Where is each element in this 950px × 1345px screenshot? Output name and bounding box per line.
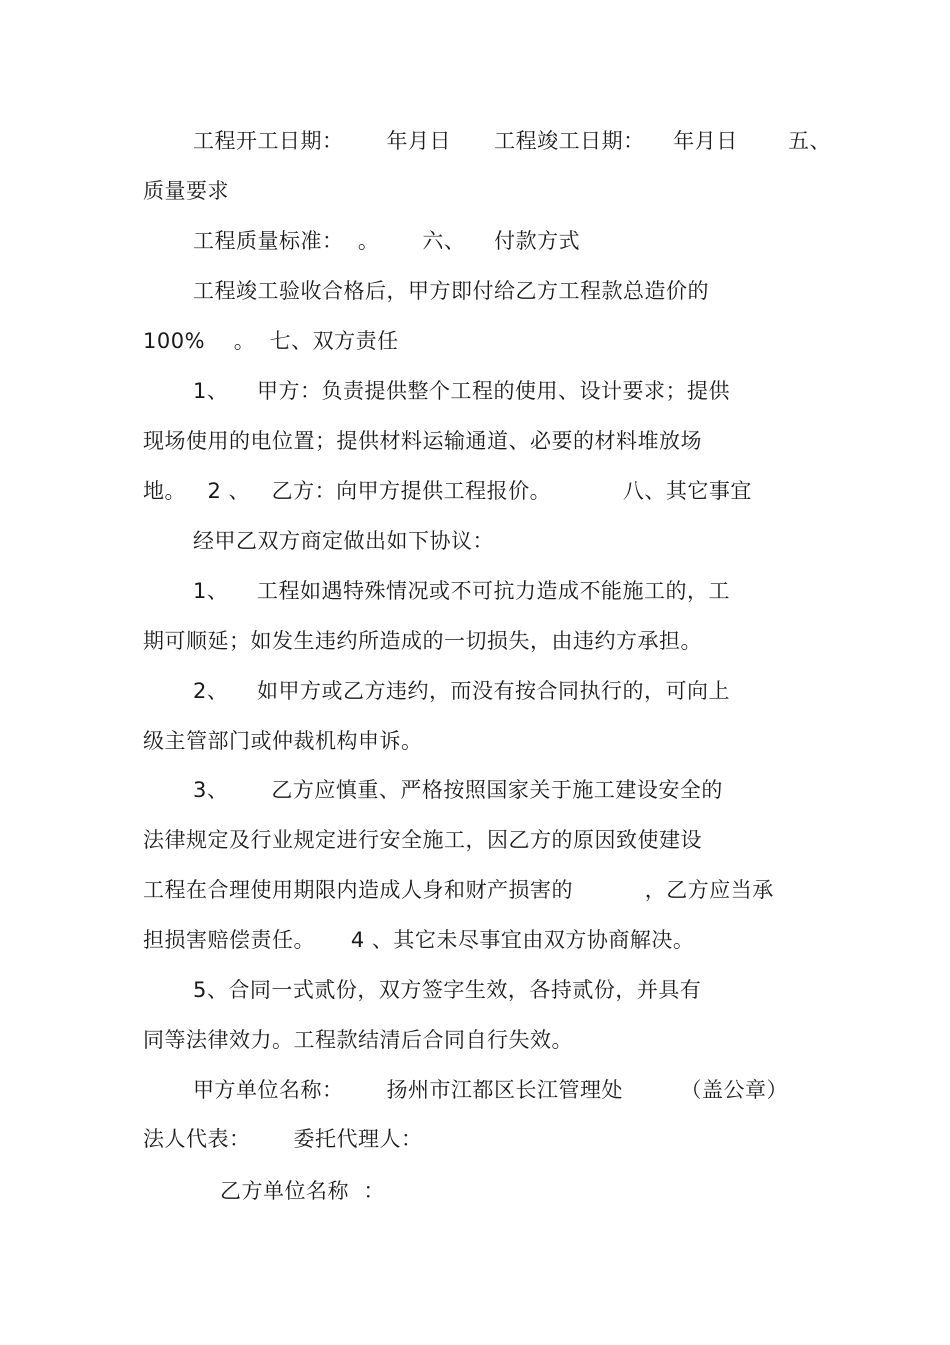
text-line: 担损害赔偿责任。 4 、其它未尽事宜由双方协商解决。 <box>143 928 695 952</box>
text-line: 期可顺延；如发生违约所造成的一切损失，由违约方承担。 <box>143 629 702 653</box>
text-line: 法律规定及行业规定进行安全施工，因乙方的原因致使建设 <box>143 828 702 852</box>
text-line: 3、 乙方应慎重、严格按照国家关于施工建设安全的 <box>193 778 723 802</box>
text-line: 5、合同一式贰份，双方签字生效，各持贰份，并具有 <box>193 978 702 1002</box>
text-line: 2、 如甲方或乙方违约，而没有按合同执行的，可向上 <box>193 679 731 703</box>
text-line: 工程质量标准： 。 六、 付款方式 <box>193 229 581 253</box>
text-line: 1、 甲方：负责提供整个工程的使用、设计要求；提供 <box>193 379 731 403</box>
text-line: 经甲乙双方商定做出如下协议： <box>193 529 494 553</box>
text-line: 同等法律效力。工程款结清后合同自行失效。 <box>143 1028 573 1052</box>
text-line: 工程在合理使用期限内造成人身和财产损害的 ，乙方应当承 <box>143 878 774 902</box>
text-line: 现场使用的电位置；提供材料运输通道、必要的材料堆放场 <box>143 429 702 453</box>
text-line: 法人代表： 委托代理人： <box>143 1127 423 1151</box>
text-line: 质量要求 <box>143 179 229 203</box>
text-line: 甲方单位名称： 扬州市江都区长江管理处 （盖公章） <box>193 1078 788 1102</box>
text-line: 级主管部门或仲裁机构申诉。 <box>143 729 423 753</box>
text-line: 工程开工日期： 年月日 工程竣工日期： 年月日 五、 <box>193 129 832 153</box>
text-line: 100% 。 七、双方责任 <box>143 329 399 353</box>
text-line: 1、 工程如遇特殊情况或不可抗力造成不能施工的，工 <box>193 579 731 603</box>
text-line: 工程竣工验收合格后，甲方即付给乙方工程款总造价的 <box>193 279 709 303</box>
text-line: 地。 2 、 乙方：向甲方提供工程报价。 八、其它事宜 <box>143 479 752 503</box>
text-line: 乙方单位名称 ： <box>220 1179 385 1203</box>
